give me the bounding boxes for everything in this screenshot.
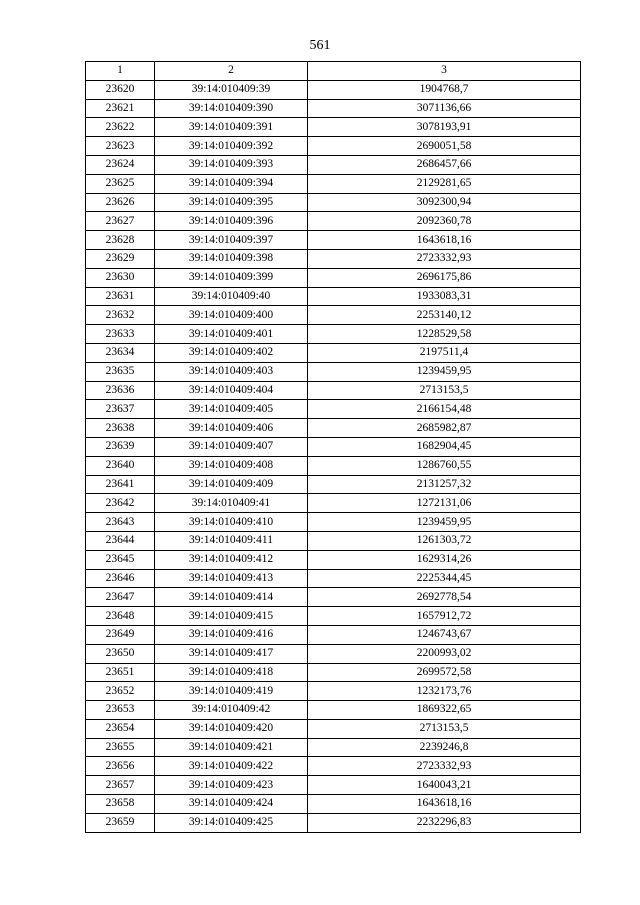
cadastral-number-cell: 39:14:010409:419: [155, 682, 308, 701]
cadastral-number-cell: 39:14:010409:39: [155, 80, 308, 99]
value-cell: 2686457,66: [308, 155, 581, 174]
cadastral-number-cell: 39:14:010409:391: [155, 118, 308, 137]
value-cell: 1629314,26: [308, 550, 581, 569]
cadastral-number-cell: 39:14:010409:417: [155, 644, 308, 663]
cadastral-number-cell: 39:14:010409:409: [155, 475, 308, 494]
table-row: [86, 813, 581, 832]
value-cell: 2723332,93: [308, 757, 581, 776]
value-cell: 2239246,8: [308, 738, 581, 757]
row-number-cell: 23625: [86, 174, 155, 193]
cadastral-number-cell: 39:14:010409:406: [155, 419, 308, 438]
cadastral-number-cell: 39:14:010409:40: [155, 287, 308, 306]
value-cell: 2696175,86: [308, 268, 581, 287]
row-number-cell: 23624: [86, 155, 155, 174]
cadastral-number-cell: 39:14:010409:395: [155, 193, 308, 212]
cadastral-number-cell: 39:14:010409:390: [155, 99, 308, 118]
value-cell: 2685982,87: [308, 419, 581, 438]
row-number-cell: 23652: [86, 682, 155, 701]
table-row: [86, 663, 581, 682]
row-number-cell: 23628: [86, 231, 155, 250]
row-number-cell: 23622: [86, 118, 155, 137]
cadastral-number-cell: 39:14:010409:413: [155, 569, 308, 588]
row-number-cell: 23646: [86, 569, 155, 588]
row-number-cell: 23626: [86, 193, 155, 212]
table-row: [86, 513, 581, 532]
cadastral-number-cell: 39:14:010409:403: [155, 362, 308, 381]
cadastral-number-cell: 39:14:010409:425: [155, 813, 308, 832]
cadastral-number-cell: 39:14:010409:404: [155, 381, 308, 400]
data-table: [85, 61, 581, 833]
row-number-cell: 23651: [86, 663, 155, 682]
table-body: [86, 80, 581, 832]
row-number-cell: 23644: [86, 531, 155, 550]
cadastral-number-cell: 39:14:010409:405: [155, 400, 308, 419]
row-number-cell: 23629: [86, 249, 155, 268]
cadastral-number-cell: 39:14:010409:399: [155, 268, 308, 287]
table-row: [86, 137, 581, 156]
cadastral-number-cell: 39:14:010409:423: [155, 776, 308, 795]
cadastral-number-cell: 39:14:010409:421: [155, 738, 308, 757]
cadastral-number-cell: 39:14:010409:398: [155, 249, 308, 268]
table-row: [86, 475, 581, 494]
row-number-cell: 23653: [86, 701, 155, 720]
value-cell: 2166154,48: [308, 400, 581, 419]
table-row: [86, 99, 581, 118]
row-number-cell: 23623: [86, 137, 155, 156]
table-row: [86, 550, 581, 569]
cadastral-number-cell: 39:14:010409:411: [155, 531, 308, 550]
table-row: [86, 80, 581, 99]
table-row: [86, 456, 581, 475]
cadastral-number-cell: 39:14:010409:416: [155, 625, 308, 644]
row-number-cell: 23637: [86, 400, 155, 419]
table-row: [86, 795, 581, 814]
row-number-cell: 23647: [86, 588, 155, 607]
table-row: [86, 776, 581, 795]
table-row: [86, 249, 581, 268]
cadastral-number-cell: 39:14:010409:422: [155, 757, 308, 776]
cadastral-number-cell: 39:14:010409:400: [155, 306, 308, 325]
value-cell: 1643618,16: [308, 795, 581, 814]
value-cell: 2723332,93: [308, 249, 581, 268]
cadastral-number-cell: 39:14:010409:412: [155, 550, 308, 569]
table-row: [86, 437, 581, 456]
value-cell: 2092360,78: [308, 212, 581, 231]
row-number-cell: 23635: [86, 362, 155, 381]
cadastral-number-cell: 39:14:010409:397: [155, 231, 308, 250]
value-cell: 1239459,95: [308, 513, 581, 532]
table-row: [86, 644, 581, 663]
table-row: [86, 607, 581, 626]
value-cell: 2690051,58: [308, 137, 581, 156]
table-row: [86, 588, 581, 607]
cadastral-number-cell: 39:14:010409:420: [155, 719, 308, 738]
cadastral-number-cell: 39:14:010409:42: [155, 701, 308, 720]
value-cell: 2232296,83: [308, 813, 581, 832]
cadastral-number-cell: 39:14:010409:415: [155, 607, 308, 626]
table-row: [86, 682, 581, 701]
row-number-cell: 23641: [86, 475, 155, 494]
row-number-cell: 23620: [86, 80, 155, 99]
cadastral-number-cell: 39:14:010409:418: [155, 663, 308, 682]
row-number-cell: 23648: [86, 607, 155, 626]
table-header-row: [86, 62, 581, 81]
table-row: [86, 701, 581, 720]
table-row: [86, 569, 581, 588]
table-row: [86, 719, 581, 738]
table-row: [86, 531, 581, 550]
table-row: [86, 325, 581, 344]
cadastral-number-cell: 39:14:010409:410: [155, 513, 308, 532]
row-number-cell: 23643: [86, 513, 155, 532]
table-row: [86, 343, 581, 362]
value-cell: 2225344,45: [308, 569, 581, 588]
column-header-3: 3: [308, 62, 581, 81]
column-header-2: 2: [155, 62, 308, 81]
table-row: [86, 287, 581, 306]
value-cell: 1286760,55: [308, 456, 581, 475]
value-cell: 2713153,5: [308, 719, 581, 738]
table-row: [86, 419, 581, 438]
value-cell: 2699572,58: [308, 663, 581, 682]
value-cell: 1272131,06: [308, 494, 581, 513]
row-number-cell: 23656: [86, 757, 155, 776]
row-number-cell: 23640: [86, 456, 155, 475]
cadastral-number-cell: 39:14:010409:401: [155, 325, 308, 344]
table-row: [86, 231, 581, 250]
table-row: [86, 155, 581, 174]
cadastral-number-cell: 39:14:010409:402: [155, 343, 308, 362]
value-cell: 2692778,54: [308, 588, 581, 607]
table-row: [86, 118, 581, 137]
table-header: [86, 62, 581, 81]
row-number-cell: 23655: [86, 738, 155, 757]
page-number: 561: [309, 38, 331, 53]
cadastral-number-cell: 39:14:010409:41: [155, 494, 308, 513]
value-cell: 2200993,02: [308, 644, 581, 663]
table-row: [86, 212, 581, 231]
value-cell: 3071136,66: [308, 99, 581, 118]
cadastral-number-cell: 39:14:010409:394: [155, 174, 308, 193]
value-cell: 2197511,4: [308, 343, 581, 362]
value-cell: 2713153,5: [308, 381, 581, 400]
value-cell: 1246743,67: [308, 625, 581, 644]
cadastral-number-cell: 39:14:010409:414: [155, 588, 308, 607]
value-cell: 1232173,76: [308, 682, 581, 701]
cadastral-number-cell: 39:14:010409:393: [155, 155, 308, 174]
value-cell: 1682904,45: [308, 437, 581, 456]
table-row: [86, 738, 581, 757]
row-number-cell: 23627: [86, 212, 155, 231]
table-row: [86, 625, 581, 644]
row-number-cell: 23638: [86, 419, 155, 438]
value-cell: 1239459,95: [308, 362, 581, 381]
table-row: [86, 381, 581, 400]
table-row: [86, 362, 581, 381]
row-number-cell: 23642: [86, 494, 155, 513]
row-number-cell: 23633: [86, 325, 155, 344]
value-cell: 1643618,16: [308, 231, 581, 250]
cadastral-number-cell: 39:14:010409:424: [155, 795, 308, 814]
row-number-cell: 23634: [86, 343, 155, 362]
value-cell: 3078193,91: [308, 118, 581, 137]
value-cell: 1904768,7: [308, 80, 581, 99]
value-cell: 3092300,94: [308, 193, 581, 212]
table-row: [86, 400, 581, 419]
row-number-cell: 23654: [86, 719, 155, 738]
value-cell: 2131257,32: [308, 475, 581, 494]
value-cell: 1261303,72: [308, 531, 581, 550]
row-number-cell: 23650: [86, 644, 155, 663]
value-cell: 1640043,21: [308, 776, 581, 795]
value-cell: 1657912,72: [308, 607, 581, 626]
row-number-cell: 23639: [86, 437, 155, 456]
value-cell: 1869322,65: [308, 701, 581, 720]
row-number-cell: 23657: [86, 776, 155, 795]
cadastral-number-cell: 39:14:010409:396: [155, 212, 308, 231]
cadastral-number-cell: 39:14:010409:407: [155, 437, 308, 456]
value-cell: 2129281,65: [308, 174, 581, 193]
table-row: [86, 268, 581, 287]
row-number-cell: 23621: [86, 99, 155, 118]
row-number-cell: 23658: [86, 795, 155, 814]
value-cell: 2253140,12: [308, 306, 581, 325]
row-number-cell: 23630: [86, 268, 155, 287]
table-row: [86, 193, 581, 212]
row-number-cell: 23659: [86, 813, 155, 832]
value-cell: 1228529,58: [308, 325, 581, 344]
column-header-1: 1: [86, 62, 155, 81]
cadastral-number-cell: 39:14:010409:392: [155, 137, 308, 156]
table-row: [86, 494, 581, 513]
row-number-cell: 23632: [86, 306, 155, 325]
table-row: [86, 174, 581, 193]
table-row: [86, 306, 581, 325]
cadastral-number-cell: 39:14:010409:408: [155, 456, 308, 475]
row-number-cell: 23645: [86, 550, 155, 569]
row-number-cell: 23636: [86, 381, 155, 400]
value-cell: 1933083,31: [308, 287, 581, 306]
row-number-cell: 23649: [86, 625, 155, 644]
row-number-cell: 23631: [86, 287, 155, 306]
table-row: [86, 757, 581, 776]
